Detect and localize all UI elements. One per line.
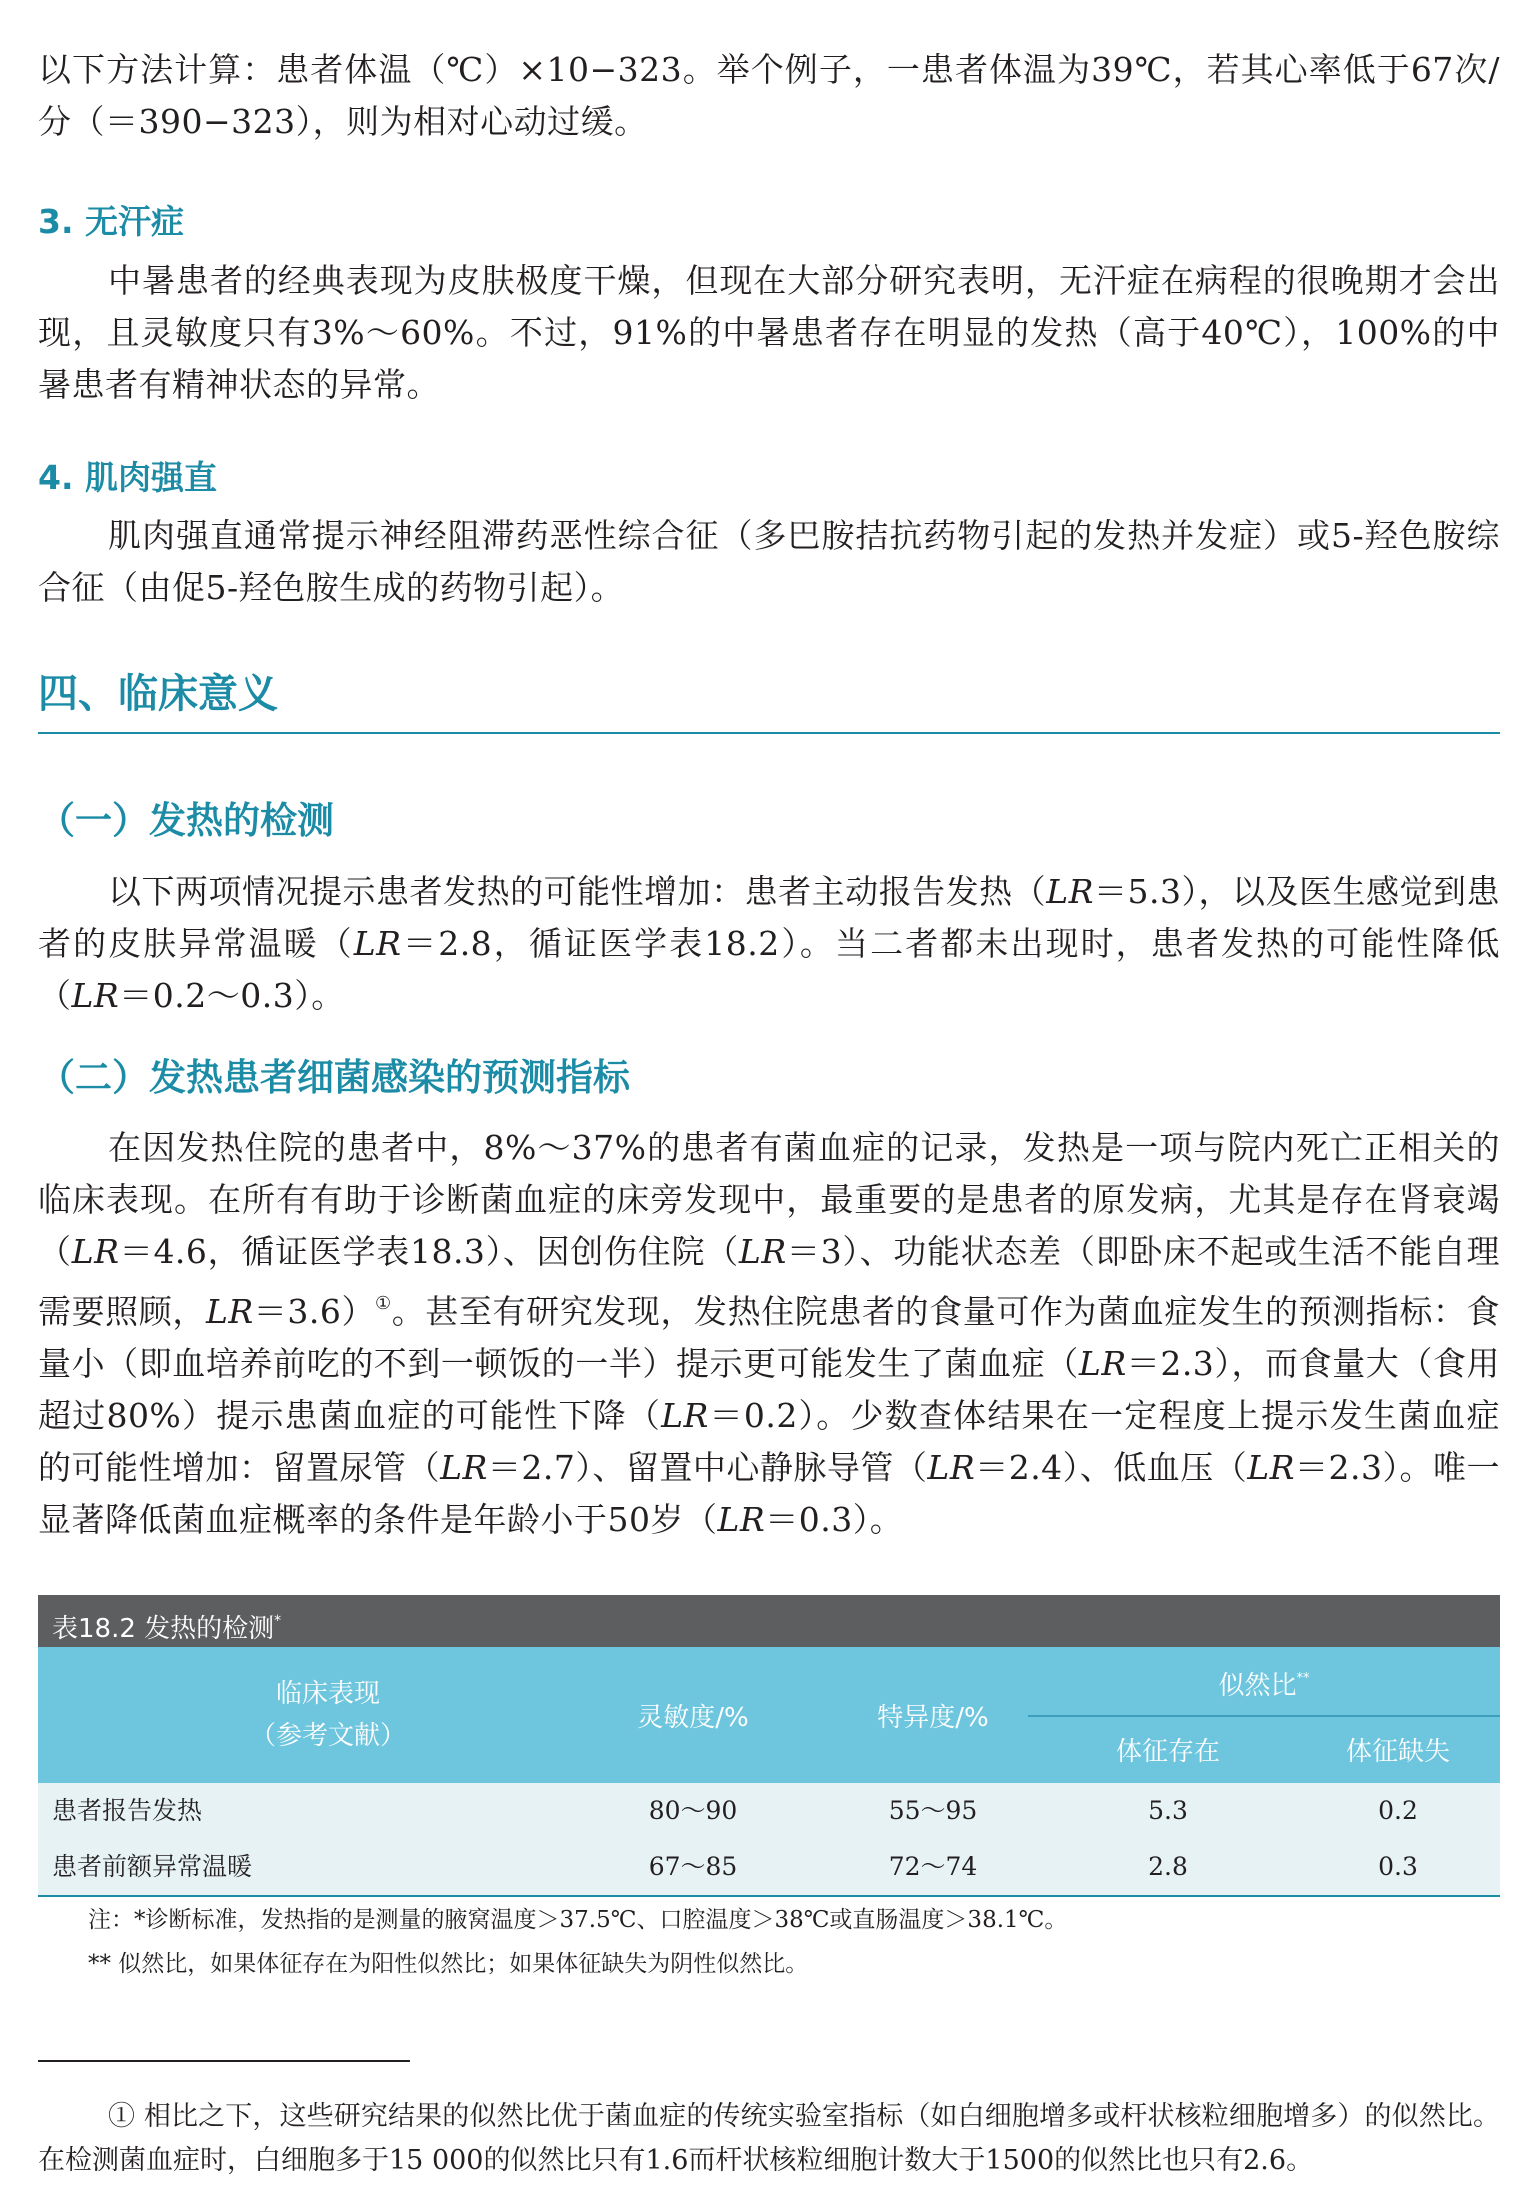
header-finding-ref: （参考文献）	[249, 1721, 406, 1751]
header-absent: 体征缺失	[1345, 1737, 1450, 1767]
table-body	[38, 1783, 1500, 1897]
header-specificity: 特异度/%	[877, 1703, 989, 1733]
header-divider	[1028, 1715, 1500, 1717]
table-row: 患者报告发热 80～90 55～95 5.3 0.2	[52, 1796, 1418, 1825]
section-heading-muscle-rigidity: 4. 肌肉强直	[38, 458, 217, 497]
paragraph-anhidrosis: 中暑患者的经典表现为皮肤极度干燥，但现在大部分研究表明，无汗症在病程的很晚期才会出现，且灵敏度只有3%～60%。不过，91%的中暑患者存在明显的发热（高于40℃），100%的中暑患者有精神状态的异常。	[38, 261, 1500, 404]
header-likelihood-ratio: 似然比**	[1218, 1671, 1310, 1701]
section-heading-anhidrosis: 3. 无汗症	[38, 202, 184, 241]
header-sensitivity: 灵敏度/%	[637, 1703, 749, 1733]
subheading-bacteremia-predictors: （二）发热患者细菌感染的预测指标	[38, 1056, 630, 1099]
footnote-marker[interactable]: ①	[375, 1293, 392, 1314]
table-note-diagnostic: 注：*诊断标准，发热指的是测量的腋窝温度＞37.5℃、口腔温度＞38℃或直肠温度＞38.1℃。	[88, 1907, 1068, 1933]
paragraph-relative-bradycardia: 以下方法计算：患者体温（℃）×10−323。举个例子，一患者体温为39℃，若其心率低于67次/分（＝390−323），则为相对心动过缓。	[38, 50, 1500, 141]
header-present: 体征存在	[1115, 1737, 1220, 1767]
table-header	[38, 1647, 1500, 1783]
table-notes	[88, 1898, 1067, 1986]
header-finding: 临床表现	[275, 1679, 380, 1709]
footnote-divider	[38, 2060, 410, 2062]
paragraph-fever-detection: 以下两项情况提示患者发热的可能性增加：患者主动报告发热（LR＝5.3），以及医生感觉到患者的皮肤异常温暖（LR＝2.8，循证医学表18.2）。当二者都未出现时，患者发热的可能性降低（LR＝0.2～0.3）。	[38, 872, 1501, 1015]
subheading-fever-detection: （一）发热的检测	[38, 799, 334, 842]
table-note-lr: ** 似然比，如果体征存在为阳性似然比；如果体征缺失为阴性似然比。	[88, 1951, 809, 1977]
table-title-bar: 表18.2 发热的检测*	[38, 1595, 1500, 1647]
footnote: ① 相比之下，这些研究结果的似然比优于菌血症的传统实验室指标（如白细胞增多或杆状核粒细胞增多）的似然比。在检测菌血症时，白细胞多于15 000的似然比只有1.6而杆状核粒细胞计数大于1500的似然比也只有2.6。	[38, 2101, 1500, 2176]
chapter-heading-clinical-significance: 四、临床意义	[38, 664, 1500, 734]
table-row: 患者前额异常温暖 67～85 72～74 2.8 0.3	[52, 1852, 1418, 1881]
table-title: 表18.2 发热的检测	[52, 1614, 275, 1644]
paragraph-muscle-rigidity: 肌肉强直通常提示神经阻滞药恶性综合征（多巴胺拮抗药物引起的发热并发症）或5-羟色胺综合征（由促5-羟色胺生成的药物引起）。	[38, 516, 1500, 607]
evidence-table	[38, 1595, 1500, 1897]
paragraph-bacteremia-predictors: 在因发热住院的患者中，8%～37%的患者有菌血症的记录，发热是一项与院内死亡正相关的临床表现。在所有有助于诊断菌血症的床旁发现中，最重要的是患者的原发病，尤其是存在肾衰竭（LR＝4.6，循证医学表18.3）、因创伤住院（LR＝3）、功能状态差（即卧床不起或生活不能自理需要照顾，LR＝3.6）①。甚至有研究发现，发热住院患者的食量可作为菌血症发生的预测指标：食量小（即血培养前吃的不到一顿饭的一半）提示更可能发生了菌血症（LR＝2.3），而食量大（食用超过80%）提示患菌血症的可能性下降（LR＝0.2）。少数查体结果在一定程度上提示发生菌血症的可能性增加：留置尿管（LR＝2.7）、留置中心静脉导管（LR＝2.4）、低血压（LR＝2.3）。唯一显著降低菌血症概率的条件是年龄小于50岁（LR＝0.3）。	[38, 1128, 1501, 1539]
